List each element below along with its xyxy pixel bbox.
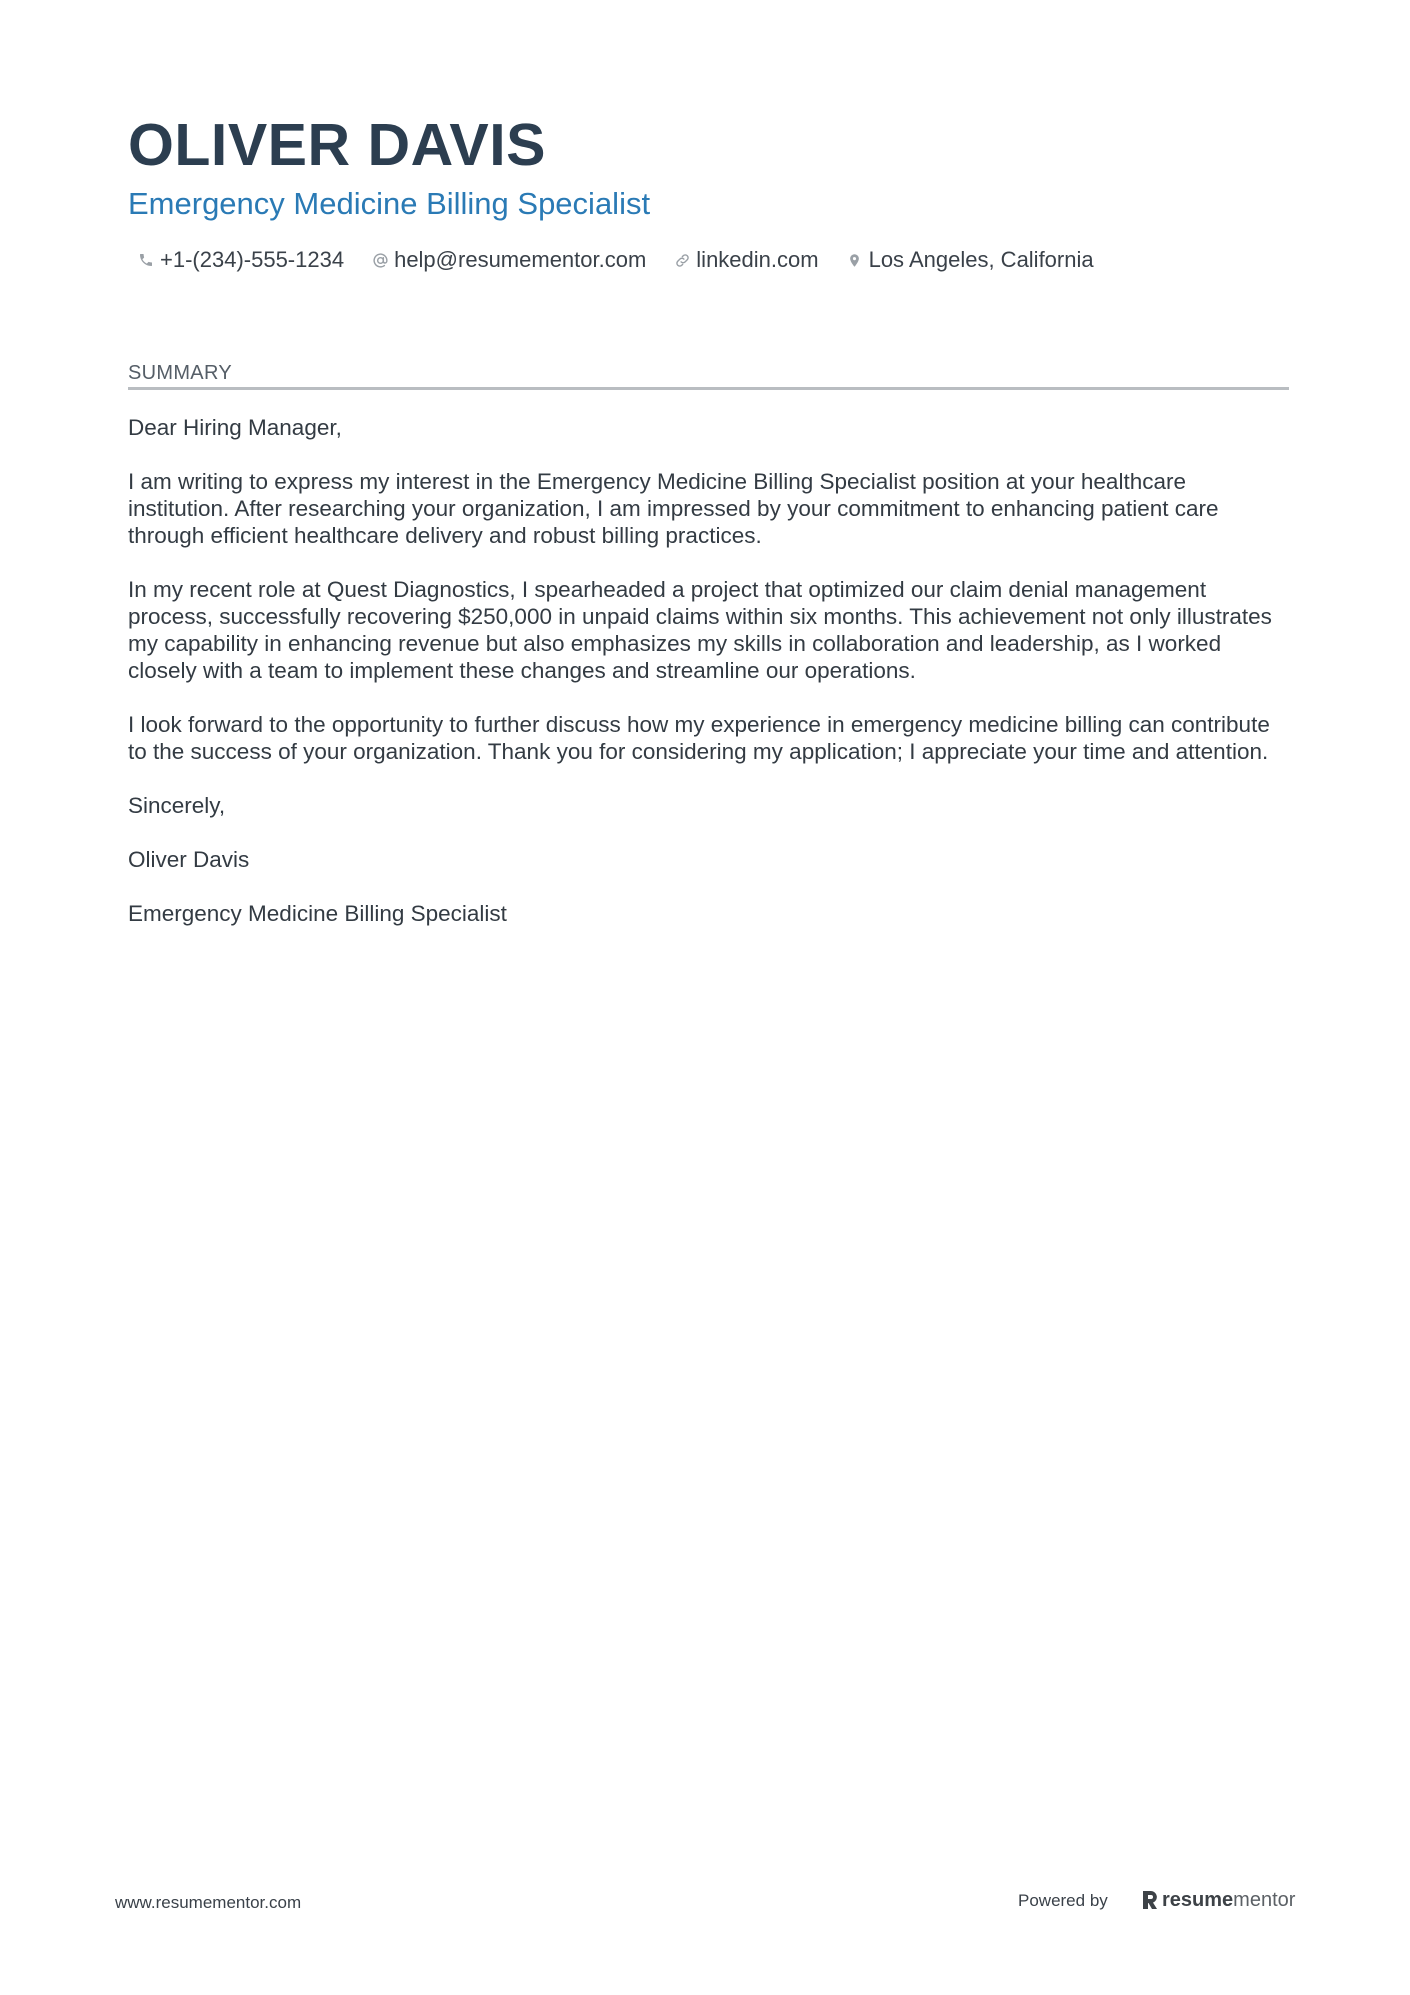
- letter-body: [128, 414, 1293, 954]
- at-icon: [370, 250, 390, 270]
- contact-email: [370, 244, 646, 276]
- location-text: Los Angeles, California: [868, 247, 1094, 272]
- contact-location: [845, 244, 1094, 276]
- email-text[interactable]: help@resumementor.com: [394, 247, 647, 272]
- letter-paragraph: I am writing to express my interest in the Emergency Medicine Billing Specialist position at your healthcare institution. After researching your organization, I am impressed by your commitment to enhancing patient care through efficient healthcare delivery and robust billing practices.: [128, 469, 1219, 548]
- phone-icon: [136, 250, 156, 270]
- job-title: Emergency Medicine Billing Specialist: [128, 186, 651, 221]
- applicant-name: OLIVER DAVIS: [128, 112, 546, 178]
- letter-paragraph: I look forward to the opportunity to further discuss how my experience in emergency medicine billing can contribute to the success of your organization. Thank you for considering my application; I appreciate your time and attention.: [128, 712, 1270, 764]
- resumementor-logo[interactable]: [1141, 1886, 1295, 1914]
- contact-linkedin: [672, 244, 818, 276]
- phone-text[interactable]: +1-(234)-555-1234: [160, 247, 345, 272]
- section-divider: [128, 387, 1289, 390]
- summary-heading: SUMMARY: [128, 362, 232, 384]
- linkedin-text[interactable]: linkedin.com: [696, 247, 819, 272]
- contact-info-row: [136, 244, 1120, 276]
- contact-phone: [136, 244, 344, 276]
- signature-name: Oliver Davis: [128, 847, 250, 872]
- footer-website-link[interactable]: www.resumementor.com: [115, 1893, 302, 1912]
- link-icon: [672, 250, 692, 270]
- closing: Sincerely,: [128, 793, 226, 818]
- logo-text-light: mentor: [1233, 1889, 1296, 1911]
- footer-powered-by: Powered by: [1018, 1891, 1108, 1910]
- location-pin-icon: [845, 250, 865, 270]
- resumementor-logo-icon: [1141, 1889, 1159, 1911]
- logo-text-bold: resume: [1162, 1889, 1234, 1911]
- letter-paragraph: In my recent role at Quest Diagnostics, I spearheaded a project that optimized our claim denial management process, successfully recovering $250,000 in unpaid claims within six months. This achievement not only illustrates my capability in enhancing revenue but also emphasizes my skills in collaboration and leadership, as I worked closely with a team to implement these changes and streamline our operations.: [128, 577, 1272, 683]
- salutation: Dear Hiring Manager,: [128, 415, 342, 440]
- logo-wordmark: [1162, 1886, 1295, 1914]
- signature-title: Emergency Medicine Billing Specialist: [128, 901, 507, 926]
